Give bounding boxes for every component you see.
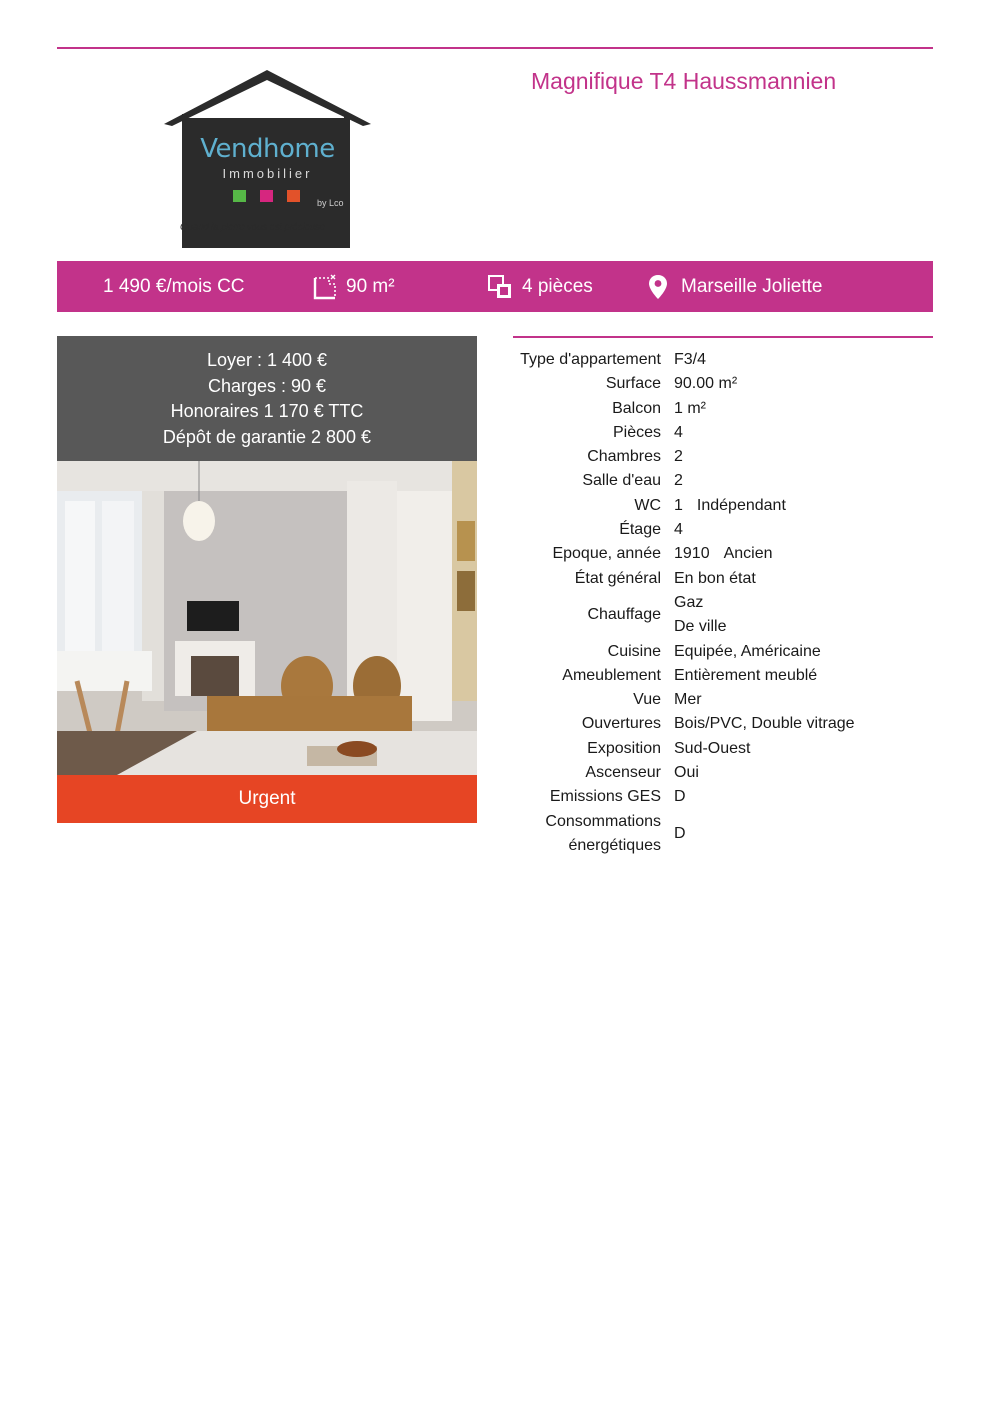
spec-row: [513, 445, 933, 469]
price-breakdown: [57, 336, 477, 461]
spec-label: Emissions GES: [549, 788, 661, 806]
spec-value-extra: Indépendant: [696, 496, 786, 514]
spec-label: Ameublement: [562, 666, 661, 684]
logo-subtitle: Immobilier: [222, 166, 313, 181]
spec-row: [513, 397, 933, 421]
spec-label: Vue: [633, 691, 661, 709]
logo-squares: [233, 190, 300, 202]
specs-divider: [513, 336, 933, 338]
spec-value: [674, 591, 933, 640]
charges-line: Charges : 90 €: [207, 375, 327, 396]
spec-value: 4: [674, 521, 683, 539]
spec-value-extra: Ancien: [723, 545, 773, 563]
spec-label: Pièces: [612, 423, 661, 441]
specs-table: [513, 348, 933, 858]
spec-label: État général: [574, 569, 661, 587]
band-rooms: [487, 261, 593, 312]
spec-label: Ascenseur: [585, 764, 661, 782]
surface-plan-icon: [313, 274, 337, 300]
logo-square-pink: [260, 190, 273, 202]
top-divider: [57, 47, 933, 49]
band-price-text: 1 490 €/mois CC: [103, 275, 245, 297]
spec-value: Mer: [674, 691, 702, 709]
spec-row: [513, 810, 933, 859]
spec-row: [513, 469, 933, 493]
spec-row: [513, 664, 933, 688]
spec-row: [513, 640, 933, 664]
band-location-text: Marseille Joliette: [681, 275, 823, 297]
spec-label: Type d'appartement: [520, 351, 661, 368]
fees-line: Honoraires 1 170 € TTC: [170, 401, 364, 422]
spec-value-main: 1910: [674, 545, 710, 563]
spec-value: Sud-Ouest: [674, 739, 751, 757]
spec-row: [513, 518, 933, 542]
spec-value: 4: [674, 423, 683, 441]
band-location: [648, 261, 823, 312]
spec-label: Epoque, année: [552, 545, 661, 563]
listing-photo: [57, 461, 477, 775]
spec-value: [674, 542, 933, 566]
agency-logo: [160, 66, 375, 246]
band-surface: [313, 261, 395, 312]
spec-value: D: [674, 788, 686, 806]
spec-label: Ouvertures: [581, 715, 661, 733]
spec-row: [513, 348, 933, 372]
spec-label: Surface: [605, 375, 661, 393]
spec-label-line: Consommations: [545, 812, 661, 830]
logo-brand: Vendhome: [200, 134, 335, 164]
spec-row: [513, 542, 933, 566]
map-pin-icon: [648, 274, 668, 300]
spec-value: Bois/PVC, Double vitrage: [674, 715, 855, 733]
spec-row: [513, 567, 933, 591]
spec-value: Equipée, Américaine: [674, 642, 821, 660]
spec-label: [513, 810, 674, 859]
urgent-badge: Urgent: [57, 775, 477, 823]
spec-label: Cuisine: [607, 642, 661, 660]
logo-square-green: [233, 190, 246, 202]
rooms-icon: [487, 274, 513, 300]
deposit-line: Dépôt de garantie 2 800 €: [162, 427, 372, 448]
spec-label: WC: [634, 496, 661, 514]
band-price: [103, 261, 245, 312]
spec-value: Entièrement meublé: [674, 666, 818, 684]
listing-title: Magnifique T4 Haussmannien: [531, 68, 837, 94]
spec-row: [513, 494, 933, 518]
spec-label: Chauffage: [587, 606, 661, 624]
spec-value-main: 1: [674, 496, 683, 514]
spec-value: 2: [674, 448, 683, 466]
spec-value: Oui: [674, 764, 699, 782]
info-band: [57, 261, 933, 312]
logo-byline: by Lco: [317, 198, 344, 208]
spec-value: D: [674, 824, 686, 842]
spec-label-line: énergétiques: [568, 836, 661, 854]
roof-icon: [160, 66, 375, 126]
spec-row: [513, 761, 933, 785]
spec-row: [513, 785, 933, 809]
band-surface-text: 90 m²: [346, 275, 395, 297]
spec-value-line: De ville: [674, 618, 727, 636]
spec-label: Étage: [619, 521, 661, 539]
spec-label: Balcon: [612, 399, 661, 417]
spec-value: En bon état: [674, 569, 756, 587]
band-rooms-text: 4 pièces: [522, 275, 593, 297]
spec-row: [513, 737, 933, 761]
logo-square-orange: [287, 190, 300, 202]
spec-row: [513, 688, 933, 712]
spec-row: [513, 712, 933, 736]
spec-label: Exposition: [587, 739, 661, 757]
rent-line: Loyer : 1 400 €: [206, 350, 328, 370]
spec-row: [513, 421, 933, 445]
spec-row: [513, 372, 933, 396]
spec-label: Salle d'eau: [582, 472, 661, 490]
spec-row: [513, 591, 933, 640]
spec-value: F3/4: [674, 351, 707, 368]
spec-value-line: Gaz: [674, 593, 704, 611]
spec-value: 2: [674, 472, 683, 490]
logo-tagline: Quand la pierre vous est précieuse: [180, 222, 325, 233]
spec-value: [674, 494, 933, 518]
spec-label: Chambres: [587, 448, 661, 466]
spec-value: 90.00 m²: [674, 375, 738, 393]
spec-value: 1 m²: [674, 399, 706, 417]
